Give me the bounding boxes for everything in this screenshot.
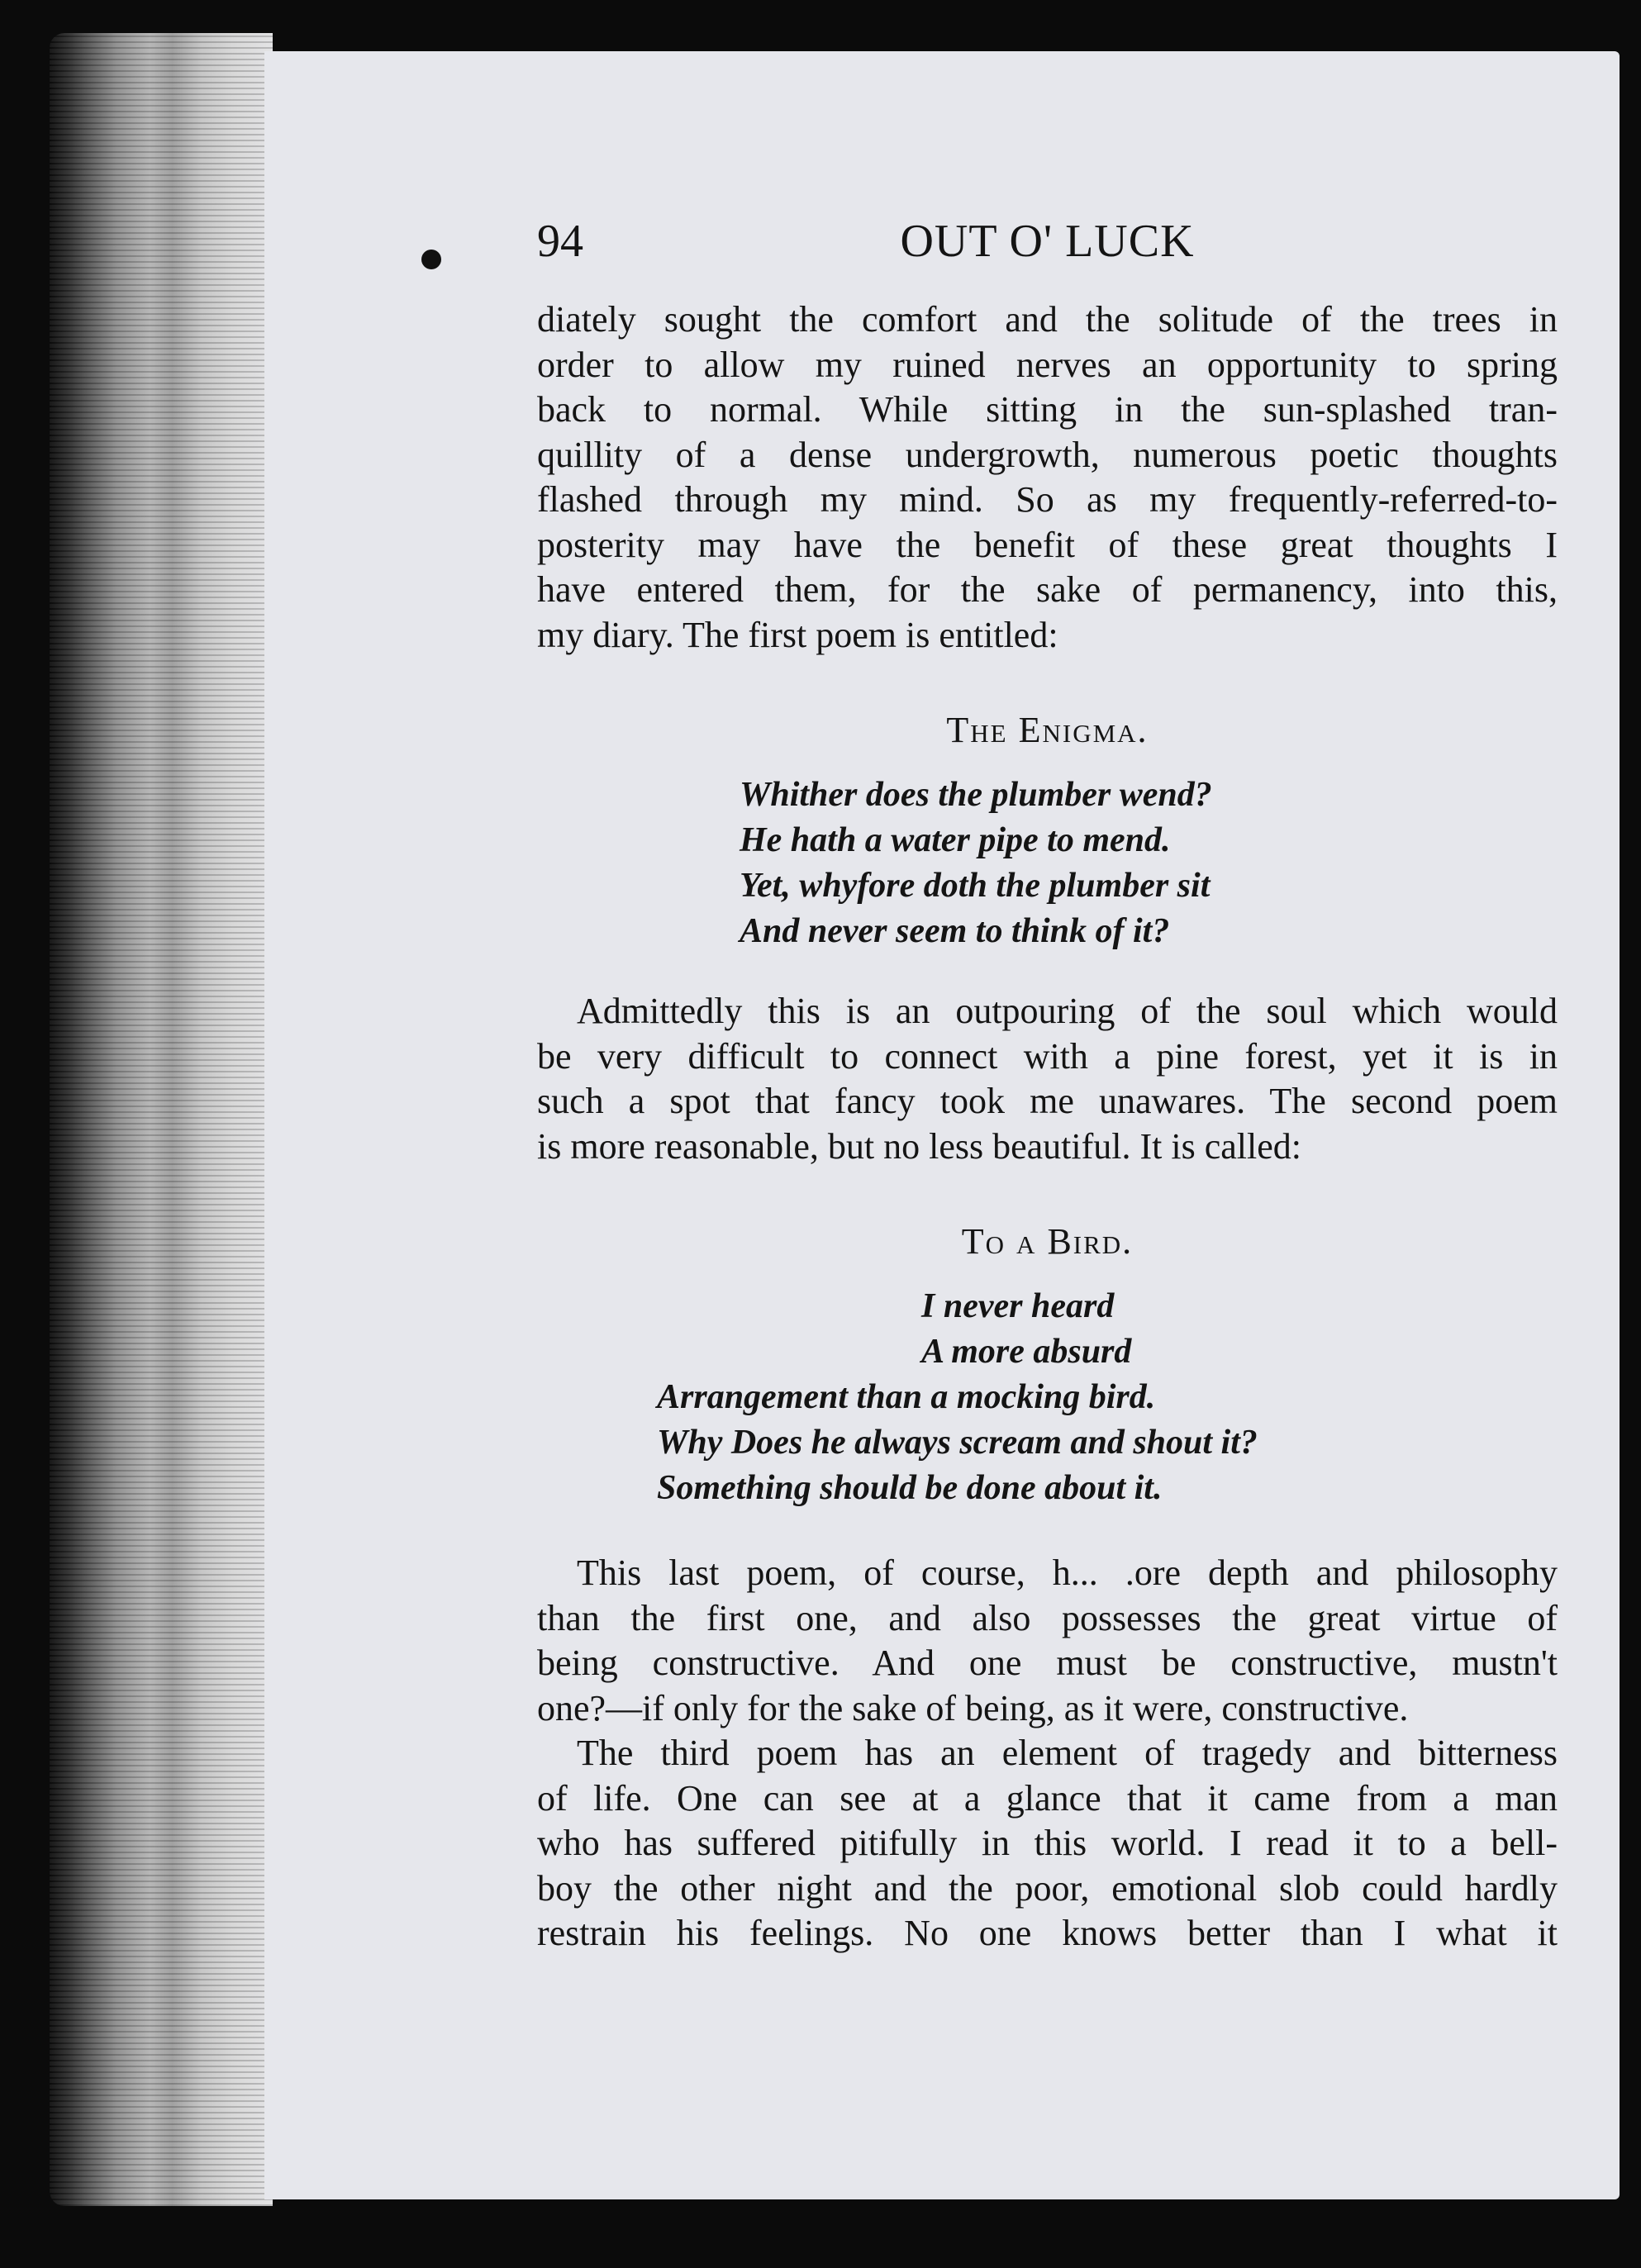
paragraph-3 xyxy=(537,1551,1558,1731)
poem-1 xyxy=(740,773,1558,954)
text-line: being constructive. And one must be constructive, mustn't xyxy=(537,1643,1558,1683)
poem-line: A more absurd xyxy=(921,1333,1132,1371)
text-line: restrain his feelings. No one knows better than I what it xyxy=(537,1913,1558,1953)
text-line: have entered them, for the sake of permanency, into this, xyxy=(537,569,1558,610)
text-line: be very difficult to connect with a pine forest, yet it is in xyxy=(537,1035,1558,1077)
poem-line: And never seem to think of it? xyxy=(740,912,1170,950)
page-text xyxy=(537,207,1558,1957)
text-line: of life. One can see at a glance that it came from a man xyxy=(537,1777,1558,1819)
text-line: posterity may have the benefit of these great thoughts I xyxy=(537,524,1558,565)
book-title: OUT O' LUCK xyxy=(900,216,1195,267)
text-line: back to normal. While sitting in the sun-splashed tran- xyxy=(537,389,1558,430)
text-line: This last poem, of course, h... .ore depth and philosophy xyxy=(577,1552,1558,1593)
text-line: who has suffered pitifully in this world. I read it to a bell- xyxy=(537,1823,1558,1863)
poem-line: Arrangement than a mocking bird. xyxy=(657,1378,1156,1416)
text-line: Admittedly this is an outpouring of the soul which would xyxy=(577,991,1558,1031)
ink-dot-mark xyxy=(421,250,441,269)
text-line: than the first one, and also possesses the great virtue of xyxy=(537,1597,1558,1638)
text-line: boy the other night and the poor, emotional slob could hardly xyxy=(537,1867,1558,1909)
text-line: such a spot that fancy took me unawares. The second poem xyxy=(537,1081,1558,1121)
paragraph-4 xyxy=(537,1731,1558,1957)
text-line: my diary. The first poem is entitled: xyxy=(537,614,1058,655)
text-line: flashed through my mind. So as my frequently-referred-to- xyxy=(537,479,1558,520)
text-line: order to allow my ruined nerves an opportunity to spring xyxy=(537,344,1558,385)
poem-line: Whither does the plumber wend? xyxy=(740,776,1212,814)
poem-line: Something should be done about it. xyxy=(657,1469,1163,1507)
running-head xyxy=(537,207,1558,297)
paragraph-1 xyxy=(537,297,1558,658)
text-line: quillity of a dense undergrowth, numerous poetic thoughts xyxy=(537,434,1558,475)
text-line: The third poem has an element of tragedy and bitterness xyxy=(577,1733,1558,1773)
poem-line: Why Does he always scream and shout it? xyxy=(657,1424,1258,1462)
poem-line: Yet, whyfore doth the plumber sit xyxy=(740,867,1211,905)
text-line: is more reasonable, but no less beautiful. It is called: xyxy=(537,1125,1301,1167)
poem-2-title: To a Bird. xyxy=(961,1221,1134,1262)
text-line: one?—if only for the sake of being, as it were, constructive. xyxy=(537,1687,1409,1728)
poem-line: I never heard xyxy=(921,1287,1115,1325)
text-line: diately sought the comfort and the solitude of the trees in xyxy=(537,299,1558,340)
poem-1-title: The Enigma. xyxy=(946,710,1149,750)
poem-2 xyxy=(657,1284,1558,1511)
page-number: 94 xyxy=(537,216,583,267)
book-fore-edge xyxy=(50,33,273,2206)
poem-line: He hath a water pipe to mend. xyxy=(740,821,1171,859)
paragraph-2 xyxy=(537,989,1558,1169)
